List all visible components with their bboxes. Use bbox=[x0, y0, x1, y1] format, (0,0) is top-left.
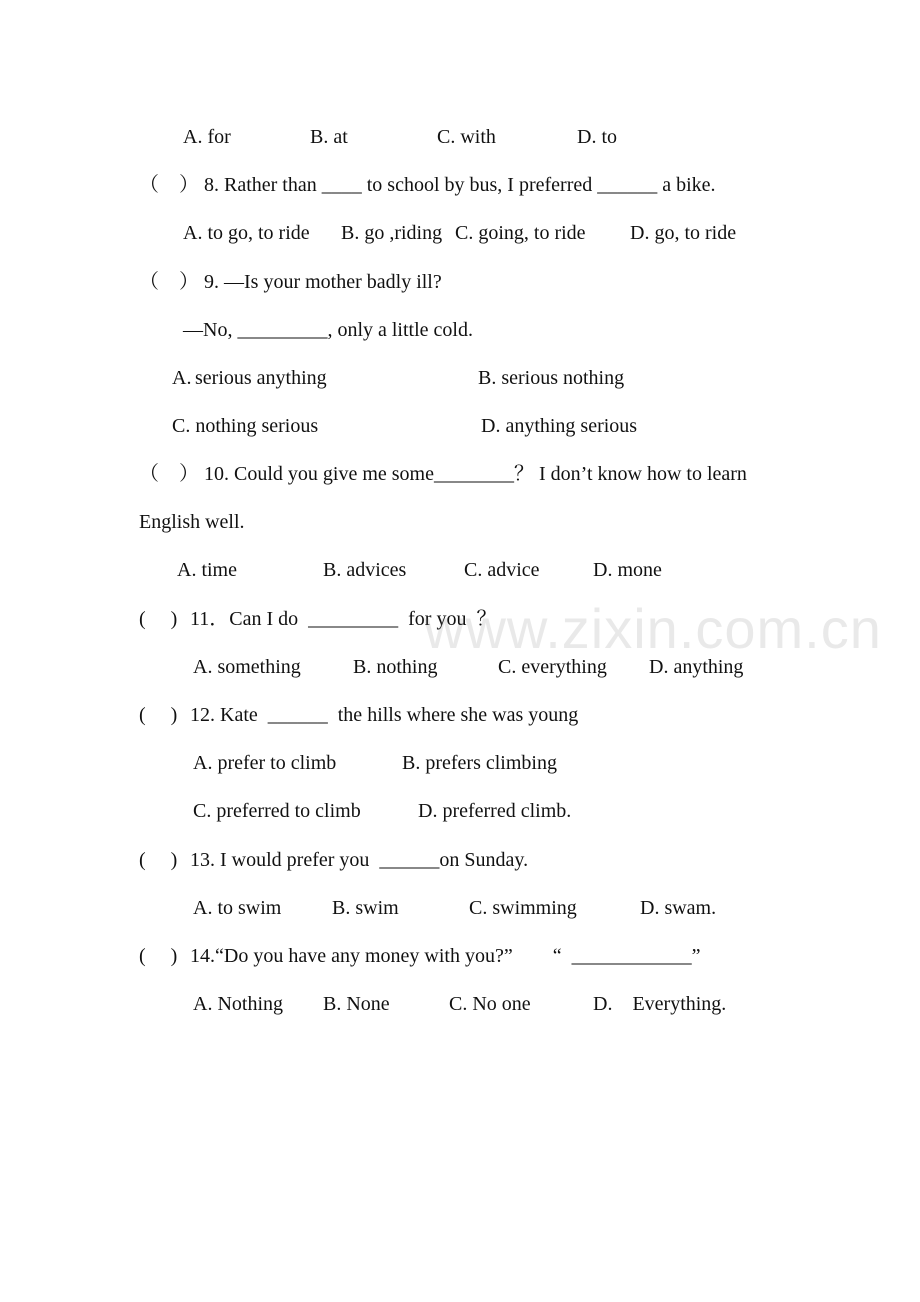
option-a: A. time bbox=[177, 559, 237, 581]
option-a: A. Nothing bbox=[193, 993, 283, 1015]
option-b: B. swim bbox=[332, 897, 399, 919]
answer-bracket: ( ) bbox=[139, 849, 178, 871]
question-13 bbox=[0, 848, 920, 872]
question-stem: 12. Kate ______ the hills where she was young bbox=[190, 704, 579, 726]
question-8 bbox=[0, 173, 920, 197]
question-12 bbox=[0, 703, 920, 727]
option-c: C. swimming bbox=[469, 897, 577, 919]
option-c: C. preferred to climb bbox=[193, 800, 361, 822]
option-c: C. everything bbox=[498, 656, 607, 678]
question-14 bbox=[0, 944, 920, 968]
answer-bracket: ( ) bbox=[139, 945, 178, 967]
option-d: D. mone bbox=[593, 559, 662, 581]
option-c: C. with bbox=[437, 126, 496, 148]
option-d: D. to bbox=[577, 126, 617, 148]
option-b: B. prefers climbing bbox=[402, 752, 557, 774]
option-c: C. nothing serious bbox=[172, 415, 319, 437]
question-stem: 11．Can I do _________ for you ？ bbox=[190, 608, 497, 630]
option-a: A. to swim bbox=[193, 897, 282, 919]
option-a: A. for bbox=[183, 126, 231, 148]
question-10-options bbox=[0, 558, 920, 582]
question-9-options-row1 bbox=[0, 366, 920, 390]
option-c: C. advice bbox=[464, 559, 540, 581]
option-a: A. prefer to climb bbox=[193, 752, 337, 774]
answer-bracket: （ ） bbox=[139, 174, 199, 196]
option-a: A. something bbox=[193, 656, 301, 678]
answer-bracket: （ ） bbox=[139, 271, 199, 293]
question-stem: 14.“Do you have any money with you?” “ ____________” bbox=[190, 945, 701, 967]
option-b: B. serious nothing bbox=[478, 367, 625, 389]
question-13-options bbox=[0, 896, 920, 920]
question-stem-continued: English well. bbox=[139, 511, 245, 533]
option-a: A. bbox=[172, 367, 192, 389]
dialogue-reply: —No, _________, only a little cold. bbox=[183, 319, 473, 341]
question-stem: 9. —Is your mother badly ill? bbox=[204, 271, 442, 293]
question-12-options-row2 bbox=[0, 799, 920, 823]
option-d: D. Everything. bbox=[593, 993, 727, 1015]
option-d: D. anything bbox=[649, 656, 744, 678]
question-9 bbox=[0, 270, 920, 294]
question-9-options-row2 bbox=[0, 414, 920, 438]
option-b: B. nothing bbox=[353, 656, 438, 678]
question-10-continued bbox=[0, 510, 920, 534]
answer-bracket: （ ） bbox=[139, 463, 199, 485]
question-stem: 8. Rather than ____ to school by bus, I preferred ______ a bike. bbox=[204, 174, 716, 196]
option-a-text: serious anything bbox=[195, 367, 327, 389]
option-c: C. No one bbox=[449, 993, 531, 1015]
question-9-reply bbox=[0, 318, 920, 342]
option-b: B. go ,riding bbox=[341, 222, 443, 244]
question-14-options bbox=[0, 992, 920, 1016]
question-10 bbox=[0, 462, 920, 486]
option-d: D. anything serious bbox=[481, 415, 638, 437]
option-a: A. to go, to ride bbox=[183, 222, 310, 244]
option-b: B. at bbox=[310, 126, 348, 148]
answer-bracket: ( ) bbox=[139, 608, 178, 630]
question-12-options-row1 bbox=[0, 751, 920, 775]
option-c: C. going, to ride bbox=[455, 222, 586, 244]
answer-bracket: ( ) bbox=[139, 704, 178, 726]
option-d: D. swam. bbox=[640, 897, 717, 919]
option-b: B. advices bbox=[323, 559, 407, 581]
question-7-options bbox=[0, 125, 920, 149]
question-stem: 10. Could you give me some________？ I don’t know how to learn bbox=[204, 463, 747, 485]
option-d: D. go, to ride bbox=[630, 222, 737, 244]
option-b: B. None bbox=[323, 993, 390, 1015]
site-watermark: www.zixin.com.cn bbox=[424, 597, 882, 660]
option-d: D. preferred climb. bbox=[418, 800, 572, 822]
question-stem: 13. I would prefer you ______on Sunday. bbox=[190, 849, 529, 871]
question-8-options bbox=[0, 221, 920, 245]
